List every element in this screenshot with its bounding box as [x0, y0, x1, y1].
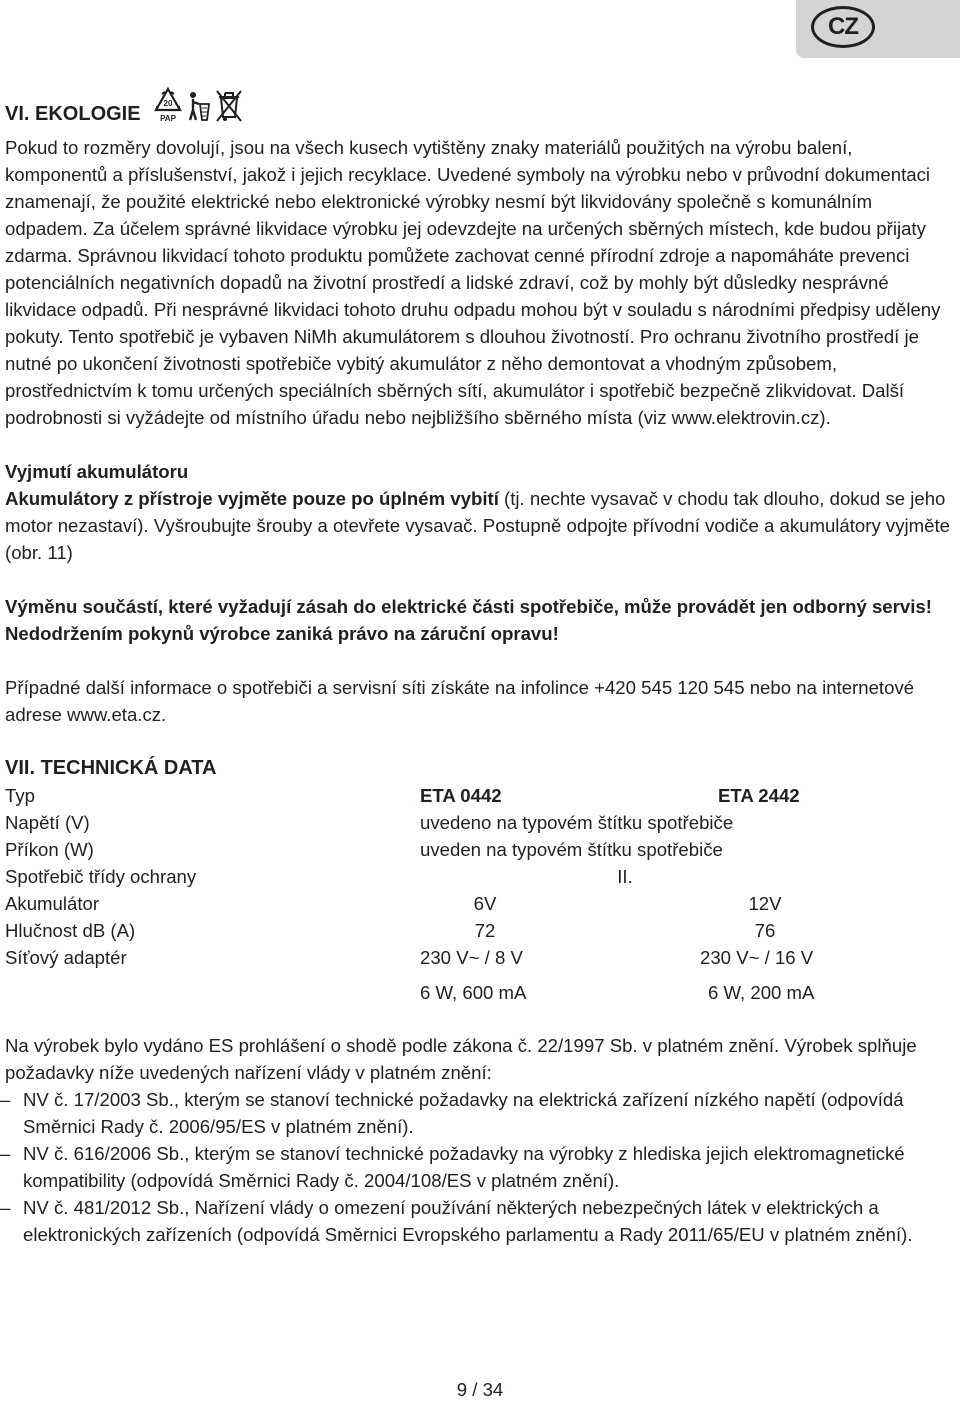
page-content — [0, 94, 955, 1248]
language-tab — [796, 0, 960, 58]
regulation-list — [0, 1086, 955, 1248]
table-row: Typ ETA 0442 ETA 2442 — [5, 785, 800, 806]
svg-text:PAP: PAP — [159, 114, 176, 123]
declaration-intro: Na výrobek bylo vydáno ES prohlášení o shodě podle zákona č. 22/1997 Sb. v platném znění. Výrobek splňuje požadavky níže uvedených nařízení vlády v platném znění: — [5, 1035, 917, 1083]
table-row: Síťový adaptér 230 V~ / 8 V 230 V~ / 16 V — [5, 947, 814, 968]
table-row: Spotřebič třídy ochrany II. — [5, 866, 633, 887]
table-row: Napětí (V) uvedeno na typovém štítku spotřebiče — [5, 812, 734, 833]
table-row: Hlučnost dB (A) 72 76 — [5, 920, 776, 941]
battery-paragraph: Akumulátory z přístroje vyjměte pouze po úplném vybití (tj. nechte vysavač v chodu tak dlouho, dokud se jeho motor nezastaví). Vyšroubujte šrouby a otevřete vysavač. Postupně odpojte přívodní vodiče a akumulátory vyjměte (obr. 11) — [5, 488, 950, 563]
list-item: – NV č. 17/2003 Sb., kterým se stanoví technické požadavky na elektrická zařízení nízkého napětí (odpovídá Směrnici Rady č. 2006/95/ES v platném znění). — [0, 1089, 904, 1137]
ecology-title: VI. EKOLOGIE — [5, 102, 141, 125]
svg-text:20: 20 — [163, 99, 173, 108]
recycle-pap-icon — [153, 86, 183, 126]
ecology-paragraph-1: Pokud to rozměry dovolují, jsou na všech kusech vytištěny znaky materiálů použitých na výrobu balení, komponentů a příslušenství, jakož i jejich recyklace. Uvedené symboly na výrobku nebo v průvodní dokumentaci znamenají, že použité elektrické nebo elektronické výrobky nesmí být likvidovány společně s komunálním odpadem. Za účelem správné likvidace výrobku jej odevzdejte na určených sběrných místech, kde budou přijaty zdarma. Správnou likvidací tohoto produktu pomůžete zachovat cenné přírodní zdroje a napomáháte prevenci potenciálních negativních dopadů na životní prostředí a lidské zdraví, což by mohly být důsledky nesprávné likvidace odpadů. Při nesprávné likvidaci tohoto druhu odpadu mohou být v souladu s národními předpisy uděleny pokuty. Tento spotřebič je vybaven NiMh akumulátorem s dlouhou životností. Pro ochranu životního prostředí je nutné po ukončení životnosti spotřebiče vybitý akumulátor z něho demontovat a vhodným způsobem, prostřednictvím k tomu určených speciálních sběrných sítí, akumulátor i spotřebič bezpečně zlikvidovat. Další podrobnosti si vyžádejte od místního úřadu nebo nejbližšího sběrného místa (viz www.elektrovin.cz). — [5, 137, 941, 428]
service-warning: Výměnu součástí, které vyžadují zásah do elektrické části spotřebiče, může provádět jen odborný servis! Nedodržením pokynů výrobce zaniká právo na záruční opravu! — [5, 596, 932, 644]
language-badge: CZ — [811, 6, 875, 48]
ecology-symbols — [153, 86, 243, 126]
tech-table — [5, 782, 955, 1006]
list-item: – NV č. 481/2012 Sb., Nařízení vlády o omezení používání některých nebezpečných látek v elektrických a elektronických zařízeních (odpovídá Směrnici Evropského parlamentu a Rady 2011/65/EU v platném znění). — [0, 1197, 913, 1245]
table-row: Příkon (W) uveden na typovém štítku spotřebiče — [5, 839, 723, 860]
list-item: – NV č. 616/2006 Sb., kterým se stanoví technické požadavky na výrobky z hlediska jejich elektromagnetické kompatibility (odpovídá Směrnici Rady č. 2004/108/ES v platném znění). — [0, 1143, 905, 1191]
page-number: 9 / 34 — [456, 1379, 504, 1400]
ecology-heading — [5, 94, 955, 134]
table-row: Akumulátor 6V 12V — [5, 893, 782, 914]
tech-heading: VII. TECHNICKÁ DATA — [5, 757, 217, 779]
battery-heading: Vyjmutí akumulátoru — [5, 461, 189, 482]
weee-bin-icon — [215, 89, 243, 123]
info-paragraph: Případné další informace o spotřebiči a servisní síti získáte na infolince +420 545 120 545 nebo na internetové adrese www.eta.cz. — [5, 677, 915, 725]
tidyman-icon — [187, 90, 211, 122]
table-row: 6 W, 600 mA 6 W, 200 mA — [420, 982, 815, 1003]
